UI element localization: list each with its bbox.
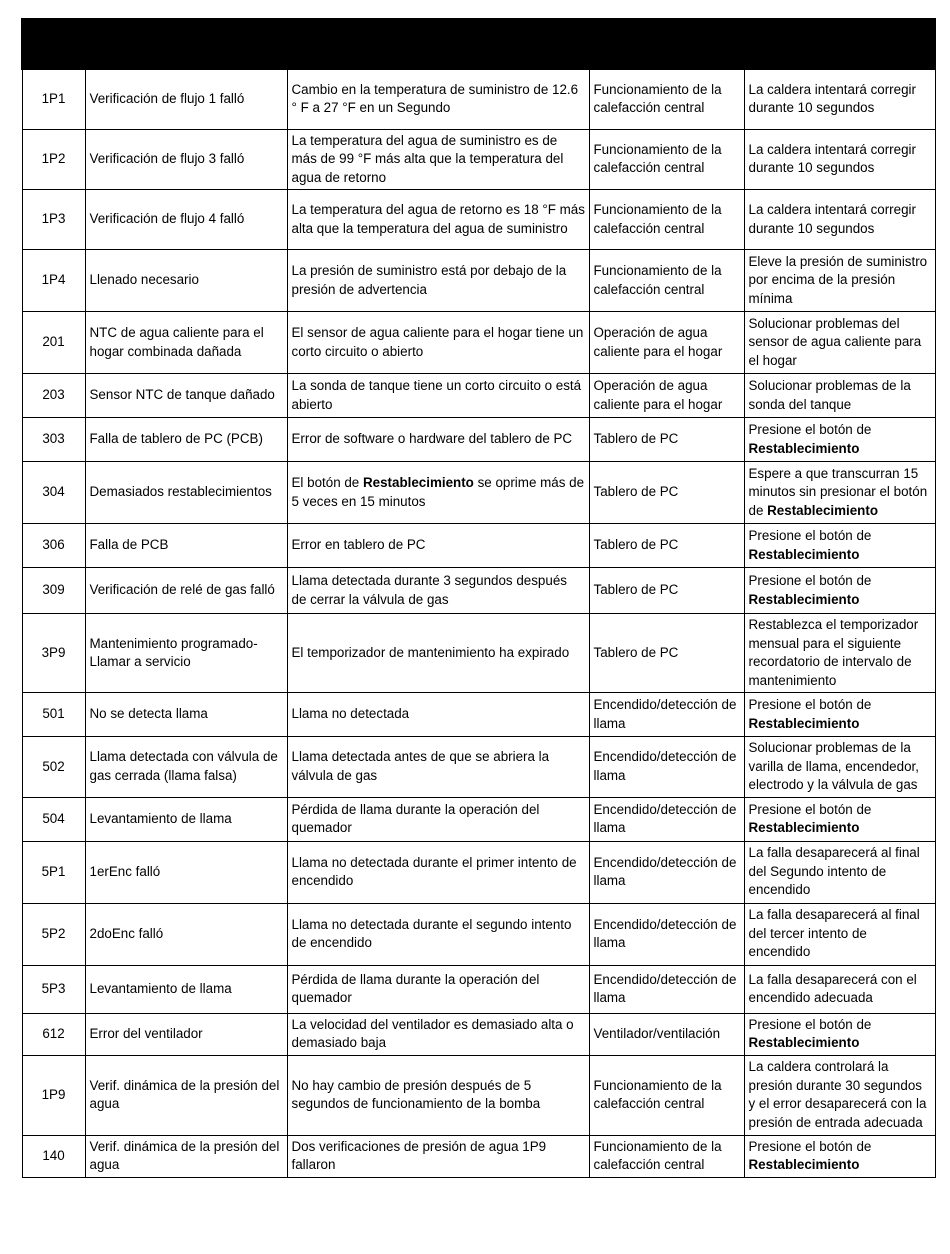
- table-row: [22, 312, 935, 374]
- affected-system-cell: Encendido/detección de llama: [589, 693, 744, 737]
- action-text: Presione el botón de: [748, 1016, 872, 1032]
- fault-cause-cell: Error en tablero de PC: [287, 524, 589, 568]
- affected-system-cell: Funcionamiento de la calefacción central: [589, 250, 744, 312]
- action-text: Espere a que transcurran 15 minutos sin presionar el botón de: [748, 465, 928, 518]
- corrective-action-cell: [744, 903, 935, 965]
- fault-code-cell: 612: [22, 1013, 85, 1055]
- bold-text: Restablecimiento: [748, 715, 860, 731]
- fault-cause-cell: Llama no detectada durante el segundo intento de encendido: [287, 903, 589, 965]
- fault-cause-cell: El temporizador de mantenimiento ha expirado: [287, 614, 589, 693]
- fault-code-cell: 140: [22, 1135, 85, 1177]
- fault-code-cell: 1P2: [22, 129, 85, 190]
- fault-name-cell: Falla de tablero de PC (PCB): [85, 418, 287, 462]
- fault-code-cell: 203: [22, 374, 85, 418]
- table-row: [22, 462, 935, 524]
- corrective-action-cell: [744, 1055, 935, 1135]
- fault-name-cell: Levantamiento de llama: [85, 965, 287, 1013]
- fault-cause-cell: La presión de suministro está por debajo de la presión de advertencia: [287, 250, 589, 312]
- affected-system-cell: Tablero de PC: [589, 614, 744, 693]
- corrective-action-cell: [744, 250, 935, 312]
- affected-system-cell: Funcionamiento de la calefacción central: [589, 190, 744, 250]
- header-cell-action: [744, 19, 935, 69]
- table-row: [22, 903, 935, 965]
- corrective-action-cell: [744, 129, 935, 190]
- table-row: [22, 374, 935, 418]
- affected-system-cell: Tablero de PC: [589, 462, 744, 524]
- action-text: La falla desaparecerá al final del Segundo intento de encendido: [748, 845, 920, 898]
- corrective-action-cell: [744, 614, 935, 693]
- bold-text: Restablecimiento: [748, 440, 860, 456]
- table-body: [22, 69, 935, 1177]
- corrective-action-cell: [744, 418, 935, 462]
- fault-cause-cell: La temperatura del agua de suministro es de más de 99 °F más alta que la temperatura del agua de retorno: [287, 129, 589, 190]
- table-row: [22, 524, 935, 568]
- fault-code-cell: 1P1: [22, 69, 85, 129]
- affected-system-cell: Encendido/detección de llama: [589, 797, 744, 841]
- table-row: [22, 190, 935, 250]
- fault-cause-cell: El sensor de agua caliente para el hogar tiene un corto circuito o abierto: [287, 312, 589, 374]
- fault-cause-cell: Pérdida de llama durante la operación del quemador: [287, 797, 589, 841]
- fault-code-cell: 5P3: [22, 965, 85, 1013]
- fault-code-table: [21, 18, 936, 1178]
- corrective-action-cell: [744, 693, 935, 737]
- corrective-action-cell: [744, 524, 935, 568]
- table-row: [22, 1013, 935, 1055]
- fault-cause-cell: Error de software o hardware del tablero de PC: [287, 418, 589, 462]
- fault-name-cell: Verificación de flujo 3 falló: [85, 129, 287, 190]
- affected-system-cell: Funcionamiento de la calefacción central: [589, 129, 744, 190]
- action-text: La caldera intentará corregir durante 10 segundos: [748, 141, 916, 176]
- cause-text: se oprime más de 5 veces en 15 minutos: [291, 475, 585, 509]
- fault-cause-cell: La temperatura del agua de retorno es 18 °F más alta que la temperatura del agua de suministro: [287, 190, 589, 250]
- fault-code-cell: 201: [22, 312, 85, 374]
- fault-cause-cell: Cambio en la temperatura de suministro de 12.6 ° F a 27 °F en un Segundo: [287, 69, 589, 129]
- corrective-action-cell: [744, 190, 935, 250]
- corrective-action-cell: [744, 374, 935, 418]
- table-row: [22, 1055, 935, 1135]
- action-text: Presione el botón de: [748, 801, 872, 817]
- corrective-action-cell: [744, 965, 935, 1013]
- fault-code-cell: 306: [22, 524, 85, 568]
- fault-code-cell: 1P4: [22, 250, 85, 312]
- fault-name-cell: Levantamiento de llama: [85, 797, 287, 841]
- fault-code-cell: 5P1: [22, 841, 85, 903]
- fault-code-cell: 501: [22, 693, 85, 737]
- corrective-action-cell: [744, 462, 935, 524]
- fault-name-cell: Verificación de flujo 4 falló: [85, 190, 287, 250]
- action-text: Eleve la presión de suministro por encima de la presión mínima: [748, 253, 928, 306]
- bold-text: Restablecimiento: [748, 1157, 860, 1172]
- affected-system-cell: Encendido/detección de llama: [589, 903, 744, 965]
- table-header-row: [22, 19, 935, 69]
- affected-system-cell: Operación de agua caliente para el hogar: [589, 374, 744, 418]
- affected-system-cell: Funcionamiento de la calefacción central: [589, 1135, 744, 1177]
- cause-text: El botón de: [291, 475, 363, 490]
- fault-name-cell: Sensor NTC de tanque dañado: [85, 374, 287, 418]
- action-text: Solucionar problemas de la sonda del tanque: [748, 378, 911, 412]
- bold-text: Restablecimiento: [748, 591, 860, 607]
- fault-cause-cell: Dos verificaciones de presión de agua 1P9 fallaron: [287, 1135, 589, 1177]
- fault-code-cell: 504: [22, 797, 85, 841]
- fault-code-cell: 1P9: [22, 1055, 85, 1135]
- fault-code-cell: 309: [22, 568, 85, 614]
- action-text: Presione el botón de: [748, 1138, 872, 1154]
- fault-name-cell: No se detecta llama: [85, 693, 287, 737]
- table-row: [22, 568, 935, 614]
- fault-name-cell: NTC de agua caliente para el hogar combinada dañada: [85, 312, 287, 374]
- table-row: [22, 841, 935, 903]
- affected-system-cell: Encendido/detección de llama: [589, 841, 744, 903]
- action-text: La caldera controlará la presión durante 30 segundos y el error desaparecerá con la presión de entrada adecuada: [748, 1059, 927, 1130]
- action-text: Solucionar problemas del sensor de agua caliente para el hogar: [748, 315, 922, 368]
- bold-text: Restablecimiento: [748, 1035, 860, 1050]
- action-text: La falla desaparecerá con el encendido adecuada: [748, 971, 917, 1005]
- affected-system-cell: Encendido/detección de llama: [589, 965, 744, 1013]
- fault-code-cell: 1P3: [22, 190, 85, 250]
- action-text: La caldera intentará corregir durante 10 segundos: [748, 81, 916, 116]
- bold-text: Restablecimiento: [767, 502, 879, 518]
- fault-name-cell: Verificación de flujo 1 falló: [85, 69, 287, 129]
- affected-system-cell: Tablero de PC: [589, 524, 744, 568]
- action-text: Presione el botón de: [748, 528, 872, 543]
- corrective-action-cell: [744, 797, 935, 841]
- fault-code-cell: 304: [22, 462, 85, 524]
- header-cell-code: [22, 19, 85, 69]
- table-row: [22, 737, 935, 798]
- affected-system-cell: Operación de agua caliente para el hogar: [589, 312, 744, 374]
- table-row: [22, 614, 935, 693]
- fault-name-cell: Mantenimiento programado-Llamar a servicio: [85, 614, 287, 693]
- fault-code-cell: 3P9: [22, 614, 85, 693]
- action-text: La caldera intentará corregir durante 10 segundos: [748, 202, 916, 236]
- affected-system-cell: Encendido/detección de llama: [589, 737, 744, 798]
- corrective-action-cell: [744, 1135, 935, 1177]
- fault-name-cell: 2doEnc falló: [85, 903, 287, 965]
- affected-system-cell: Funcionamiento de la calefacción central: [589, 69, 744, 129]
- fault-code-cell: 303: [22, 418, 85, 462]
- affected-system-cell: Ventilador/ventilación: [589, 1013, 744, 1055]
- table-row: [22, 693, 935, 737]
- fault-name-cell: Falla de PCB: [85, 524, 287, 568]
- fault-cause-cell: Pérdida de llama durante la operación del quemador: [287, 965, 589, 1013]
- corrective-action-cell: [744, 312, 935, 374]
- fault-name-cell: Error del ventilador: [85, 1013, 287, 1055]
- corrective-action-cell: [744, 1013, 935, 1055]
- fault-cause-cell: No hay cambio de presión después de 5 segundos de funcionamiento de la bomba: [287, 1055, 589, 1135]
- fault-cause-cell: [287, 462, 589, 524]
- header-cell-name: [85, 19, 287, 69]
- header-cell-affected: [589, 19, 744, 69]
- action-text: Presione el botón de: [748, 422, 872, 437]
- fault-name-cell: 1erEnc falló: [85, 841, 287, 903]
- fault-cause-cell: Llama detectada durante 3 segundos después de cerrar la válvula de gas: [287, 568, 589, 614]
- fault-cause-cell: Llama no detectada durante el primer intento de encendido: [287, 841, 589, 903]
- bold-text: Restablecimiento: [748, 820, 860, 835]
- fault-name-cell: Verificación de relé de gas falló: [85, 568, 287, 614]
- action-text: Solucionar problemas de la varilla de llama, encendedor, electrodo y la válvula de gas: [748, 740, 919, 792]
- fault-name-cell: Llenado necesario: [85, 250, 287, 312]
- table-row: [22, 250, 935, 312]
- header-cell-cause: [287, 19, 589, 69]
- bold-text: Restablecimiento: [362, 475, 474, 490]
- fault-cause-cell: Llama detectada antes de que se abriera la válvula de gas: [287, 737, 589, 798]
- corrective-action-cell: [744, 568, 935, 614]
- table-row: [22, 1135, 935, 1177]
- fault-code-cell: 5P2: [22, 903, 85, 965]
- affected-system-cell: Tablero de PC: [589, 568, 744, 614]
- table-row: [22, 797, 935, 841]
- fault-name-cell: Verif. dinámica de la presión del agua: [85, 1135, 287, 1177]
- corrective-action-cell: [744, 69, 935, 129]
- table-row: [22, 69, 935, 129]
- table-row: [22, 965, 935, 1013]
- action-text: Restablezca el temporizador mensual para el siguiente recordatorio de intervalo de mantenimiento: [748, 617, 919, 688]
- table-row: [22, 129, 935, 190]
- fault-name-cell: Llama detectada con válvula de gas cerrada (llama falsa): [85, 737, 287, 798]
- action-text: Presione el botón de: [748, 573, 872, 588]
- corrective-action-cell: [744, 737, 935, 798]
- affected-system-cell: Funcionamiento de la calefacción central: [589, 1055, 744, 1135]
- action-text: Presione el botón de: [748, 697, 872, 712]
- fault-cause-cell: La sonda de tanque tiene un corto circuito o está abierto: [287, 374, 589, 418]
- fault-cause-cell: La velocidad del ventilador es demasiado alta o demasiado baja: [287, 1013, 589, 1055]
- table-row: [22, 418, 935, 462]
- affected-system-cell: Tablero de PC: [589, 418, 744, 462]
- fault-name-cell: Verif. dinámica de la presión del agua: [85, 1055, 287, 1135]
- fault-cause-cell: Llama no detectada: [287, 693, 589, 737]
- action-text: La falla desaparecerá al final del tercer intento de encendido: [748, 907, 920, 960]
- bold-text: Restablecimiento: [748, 546, 860, 562]
- corrective-action-cell: [744, 841, 935, 903]
- fault-code-cell: 502: [22, 737, 85, 798]
- fault-name-cell: Demasiados restablecimientos: [85, 462, 287, 524]
